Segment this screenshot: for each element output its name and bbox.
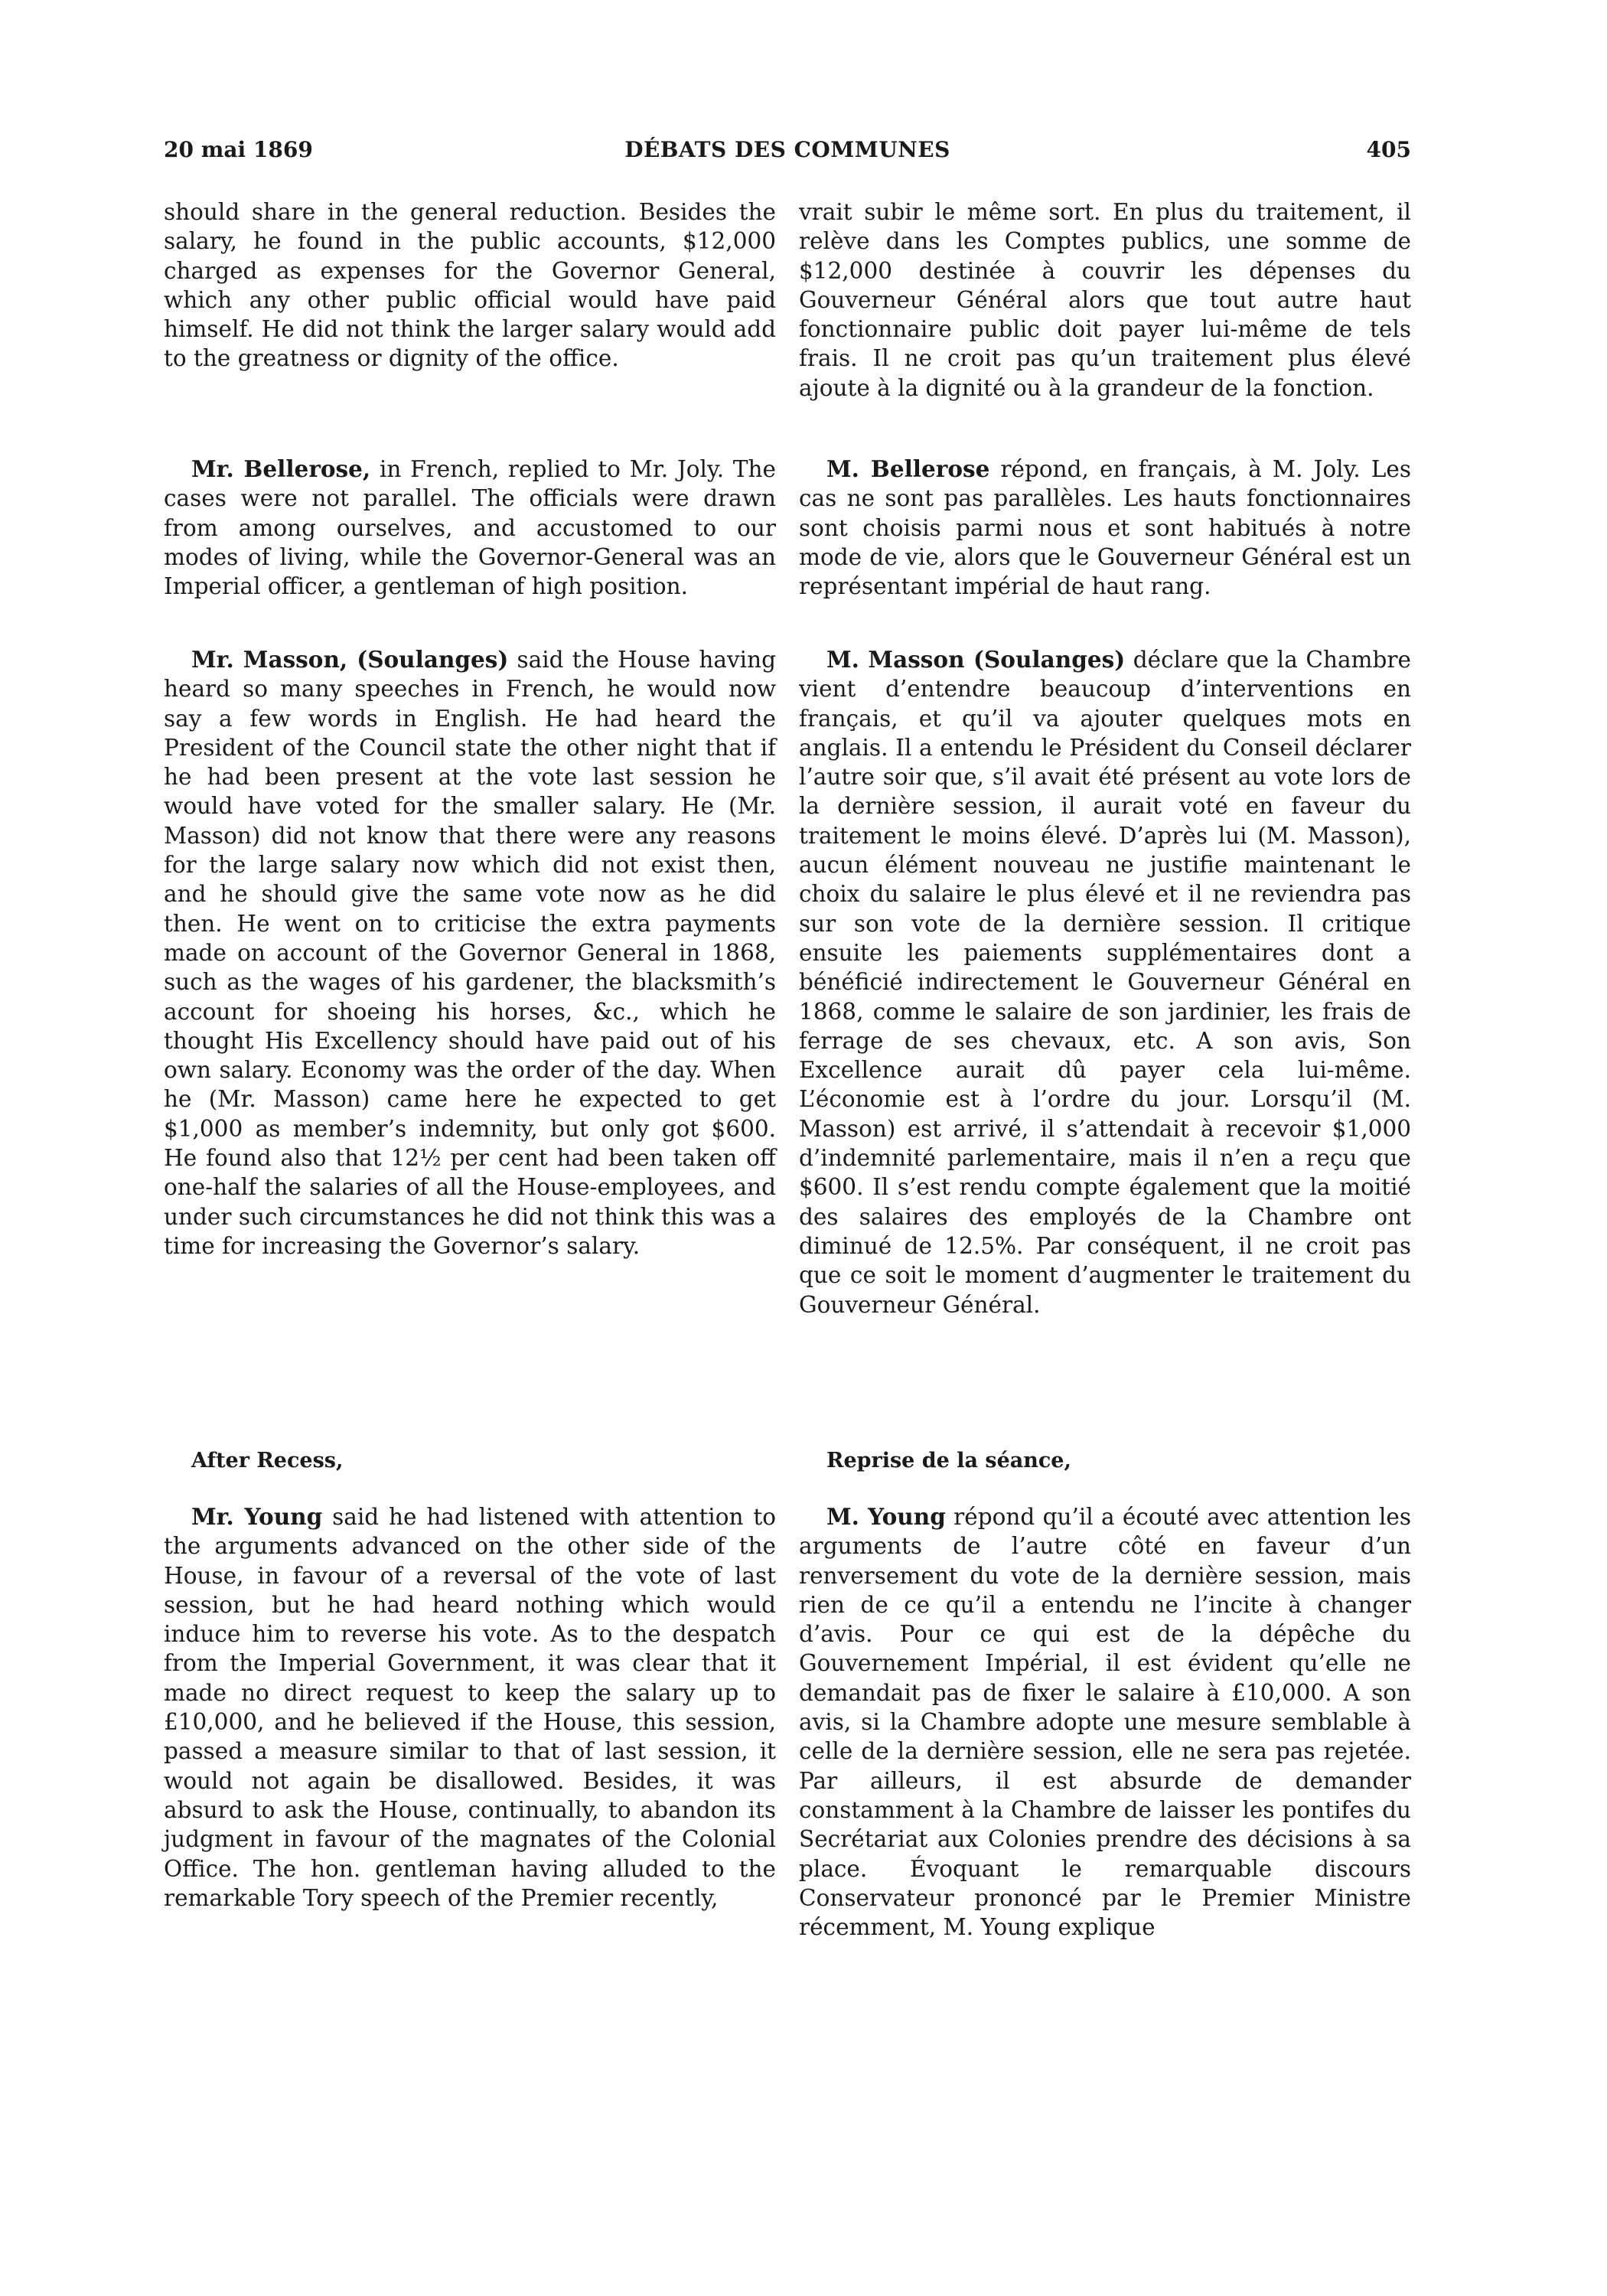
speaker-name: Mr. Bellerose, <box>191 455 371 482</box>
english-paragraph-4 <box>164 1502 776 1913</box>
speech-text: répond, en français, à M. Joly. Les cas ne sont pas parallèles. Les hauts fonctionnaires sont choisis parmi nous et sont habitués à notre mode de vie, alors que le Gouverneur Général est un représentant impérial de haut rang. <box>799 456 1411 600</box>
english-section-heading: After Recess, <box>191 1449 344 1473</box>
speech-text: said he had listened with attention to the arguments advanced on the other side of the House, in favour of a reversal of the vote of last session, but he had heard nothing which would induce him to reverse his vote. As to the despatch from the Imperial Government, it was clear that it made no direct request to keep the salary up to £10,000, and he believed if the House, this session, passed a measure similar to that of last session, it would not again be disallowed. Besides, it was absurd to ask the House, continually, to abandon its judgment in favour of the magnates of the Colonial Office. The hon. gentleman having alluded to the remarkable Tory speech of the Premier recently, <box>164 1504 776 1911</box>
french-section-heading: Reprise de la séance, <box>826 1449 1071 1473</box>
speaker-name: M. Masson (Soulanges) <box>826 646 1126 673</box>
french-paragraph-1: vrait subir le même sort. En plus du traitement, il relève dans les Comptes publics, une somme de $12,000 destinée à couvrir les dépenses du Gouverneur Général alors que tout autre haut fonctionnaire public doit payer lui-même de tels frais. Il ne croit pas qu’un traitement plus élevé ajoute à la dignité ou à la grandeur de la fonction. <box>799 199 1411 401</box>
english-paragraph-2 <box>164 455 776 601</box>
speech-text: déclare que la Chambre vient d’entendre beaucoup d’interventions en français, et qu’il va ajouter quelques mots en anglais. Il a entendu le Président du Conseil déclarer l’autre soir que, s’il avait été présent au vote lors de la dernière session, il aurait voté en faveur du traitement le moins élevé. D’après lui (M. Masson), aucun élément nouveau ne justifie maintenant le choix du salaire le plus élevé et il ne reviendra pas sur son vote de la dernière session. Il critique ensuite les paiements supplémentaires dont a bénéficié indirectement le Gouverneur Général en 1868, comme le salaire de son jardinier, les frais de ferrage de ses chevaux, etc. A son avis, Son Excellence aurait dû payer cela lui-même. L’économie est à l’ordre du jour. Lorsqu’il (M. Masson) est arrivé, il s’attendait à recevoir $1,000 d’indemnité parlementaire, mais il n’en a reçu que $600. Il s’est rendu compte également que la moitié des salaires des employés de la Chambre ont diminué de 12.5%. Par conséquent, il ne croit pas que ce soit le moment d’augmenter le traitement du Gouverneur Général. <box>799 647 1411 1318</box>
page-header <box>164 135 1411 165</box>
french-paragraph-3 <box>799 645 1411 1319</box>
english-paragraph-1: should share in the general reduction. Besides the salary, he found in the public accounts, $12,000 charged as expenses for the Governor General, which any other public official would have paid himself. He did not think the larger salary would add to the greatness or dignity of the office. <box>164 199 776 372</box>
page-number: 405 <box>1366 137 1411 162</box>
speech-text: répond qu’il a écouté avec attention les arguments de l’autre côté en faveur d’un renversement du vote de la dernière session, mais rien de ce qu’il a entendu ne l’incite à changer d’avis. Pour ce qui est de la dépêche du Gouvernement Impérial, il est évident qu’elle ne demandait pas de fixer le salaire à £10,000. A son avis, si la Chambre adopte une mesure semblable à celle de la dernière session, elle ne sera pas rejetée. Par ailleurs, il est absurde de demander constamment à la Chambre de laisser les pontifes du Secrétariat aux Colonies prendre des décisions à sa place. Évoquant le remarquable discours Conservateur prononcé par le Premier Ministre récemment, M. Young explique <box>799 1504 1412 1941</box>
header-date: 20 mai 1869 <box>164 137 313 162</box>
english-paragraph-3 <box>164 645 776 1261</box>
speaker-name: M. Bellerose <box>826 455 990 482</box>
speaker-name: M. Young <box>826 1503 946 1530</box>
header-title: DÉBATS DES COMMUNES <box>624 137 950 162</box>
speech-text: said the House having heard so many speeches in French, he would now say a few words in English. He had heard the President of the Council state the other night that if he had been present at the vote last session he would have voted for the smaller salary. He (Mr. Masson) did not know that there were any reasons for the large salary now which did not exist then, and he should give the same vote now as he did then. He went on to criticise the extra payments made on account of the Governor General in 1868, such as the wages of his gardener, the blacksmith’s account for shoeing his horses, &c., which he thought His Excellency should have paid out of his own salary. Economy was the order of the day. When he (Mr. Masson) came here he expected to get $1,000 as member’s indemnity, but only got $600. He found also that 12½ per cent had been taken off one-half the salaries of all the House-employees, and under such circumstances he did not think this was a time for increasing the Governor’s salary. <box>164 647 776 1259</box>
french-paragraph-4 <box>799 1502 1411 1942</box>
speech-text: in French, replied to Mr. Joly. The cases were not parallel. The officials were drawn from among ourselves, and accustomed to our modes of living, while the Governor-General was an Imperial officer, a gentleman of high position. <box>164 456 776 600</box>
speaker-name: Mr. Masson, (Soulanges) <box>191 646 509 673</box>
french-paragraph-2 <box>799 455 1411 601</box>
speaker-name: Mr. Young <box>191 1503 323 1530</box>
